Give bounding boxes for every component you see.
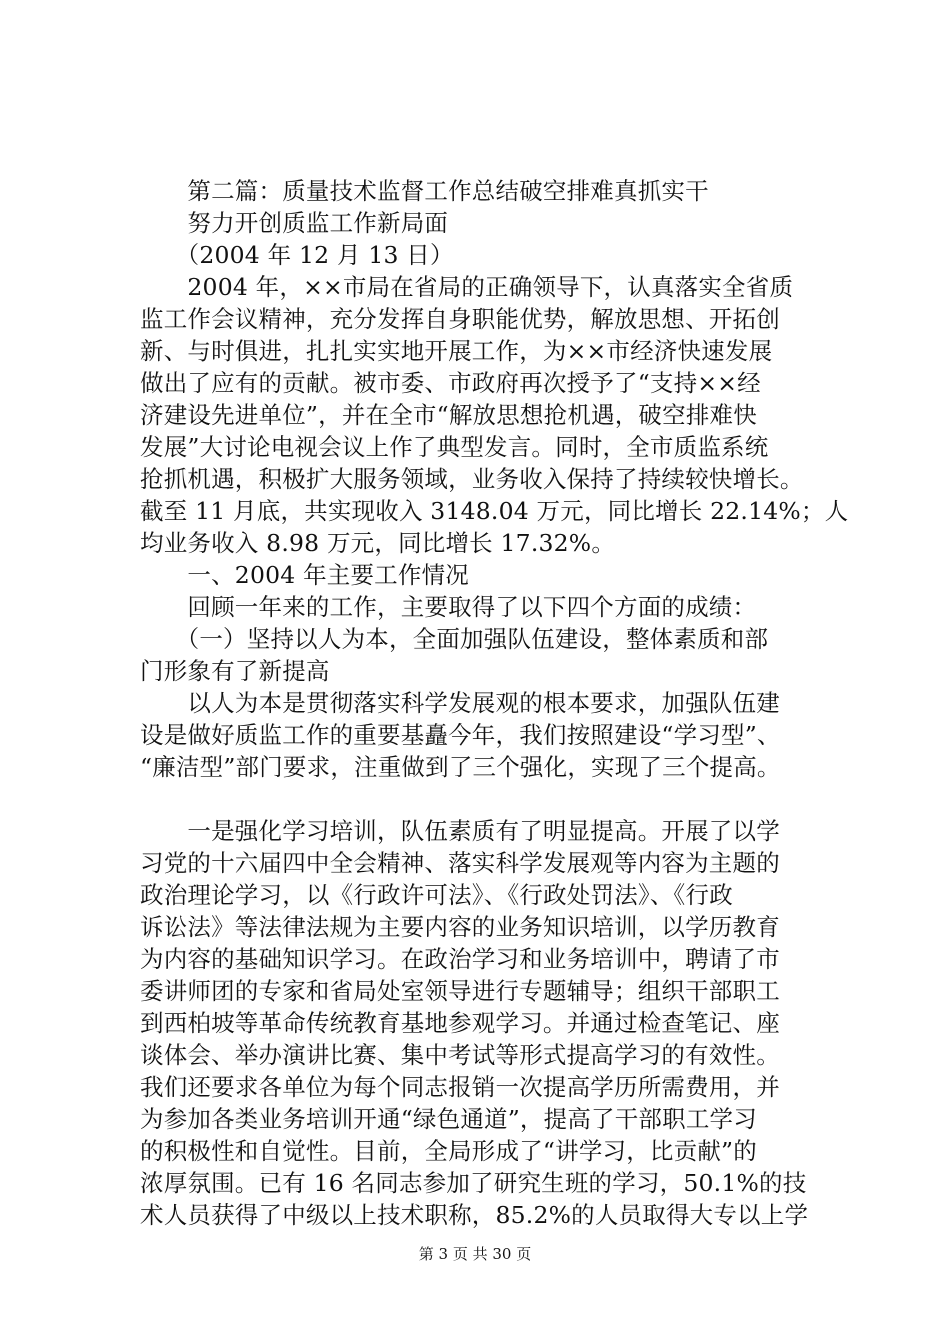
paragraph-line: 我们还要求各单位为每个同志报销一次提高学历所需费用，并 [140,1073,780,1101]
paragraph-line: 到西柏坡等革命传统教育基地参观学习。并通过检查笔记、座 [140,1009,780,1037]
paragraph-line: 诉讼法》等法律法规为主要内容的业务知识培训，以学历教育 [140,913,780,941]
paragraph-line: 回顾一年来的工作，主要取得了以下四个方面的成绩： [140,593,757,621]
paragraph-line: 术人员获得了中级以上技术职称，85.2%的人员取得大专以上学 [140,1201,809,1229]
subsection-heading: （一）坚持以人为本，全面加强队伍建设，整体素质和部 [140,625,769,653]
paragraph-line: 委讲师团的专家和省局处室领导进行专题辅导；组织干部职工 [140,977,780,1005]
paragraph-line: 设是做好质监工作的重要基矗今年，我们按照建设“学习型”、 [140,721,781,749]
heading-date: （2004 年 12 月 13 日） [140,241,454,269]
paragraph-line: 截至 11 月底，共实现收入 3148.04 万元，同比增长 22.14%；人 [140,497,849,525]
paragraph-line: 政治理论学习，以《行政许可法》、《行政处罚法》、《行政 [140,881,733,909]
paragraph-line: 监工作会议精神，充分发挥自身职能优势，解放思想、开拓创 [140,305,780,333]
paragraph-line: 一是强化学习培训，队伍素质有了明显提高。开展了以学 [140,817,780,845]
paragraph-line: “廉洁型”部门要求，注重做到了三个强化，实现了三个提高。 [140,753,781,781]
paragraph-line: 为内容的基础知识学习。在政治学习和业务培训中，聘请了市 [140,945,780,973]
subsection-heading: 门形象有了新提高 [140,657,330,685]
paragraph-line: 2004 年，××市局在省局的正确领导下，认真落实全省质 [140,273,794,301]
paragraph-line: 习党的十六届四中全会精神、落实科学发展观等内容为主题的 [140,849,780,877]
paragraph-line: 浓厚氛围。已有 16 名同志参加了研究生班的学习，50.1%的技 [140,1169,807,1197]
heading-title-line-2: 努力开创质监工作新局面 [140,209,449,237]
section-heading: 一、2004 年主要工作情况 [140,561,469,589]
paragraph-line: 谈体会、举办演讲比赛、集中考试等形式提高学习的有效性。 [140,1041,780,1069]
paragraph-line: 的积极性和自觉性。目前，全局形成了“讲学习，比贡献”的 [140,1137,757,1165]
page-number-footer: 第 3 页 共 30 页 [418,1245,532,1263]
paragraph-line: 做出了应有的贡献。被市委、市政府再次授予了“支持××经 [140,369,761,397]
paragraph-line: 发展”大讨论电视会议上作了典型发言。同时，全市质监系统 [140,433,769,461]
paragraph-line: 新、与时俱进，扎扎实实地开展工作，为××市经济快速发展 [140,337,773,365]
paragraph-line: 均业务收入 8.98 万元，同比增长 17.32%。 [140,529,616,557]
heading-title-line-1: 第二篇：质量技术监督工作总结破空排难真抓实干 [140,177,709,205]
paragraph-line: 为参加各类业务培训开通“绿色通道”，提高了干部职工学习 [140,1105,757,1133]
paragraph-line: 以人为本是贯彻落实科学发展观的根本要求，加强队伍建 [140,689,780,717]
paragraph-line: 抢抓机遇，积极扩大服务领域，业务收入保持了持续较快增长。 [140,465,804,493]
paragraph-line: 济建设先进单位”，并在全市“解放思想抢机遇，破空排难快 [140,401,757,429]
